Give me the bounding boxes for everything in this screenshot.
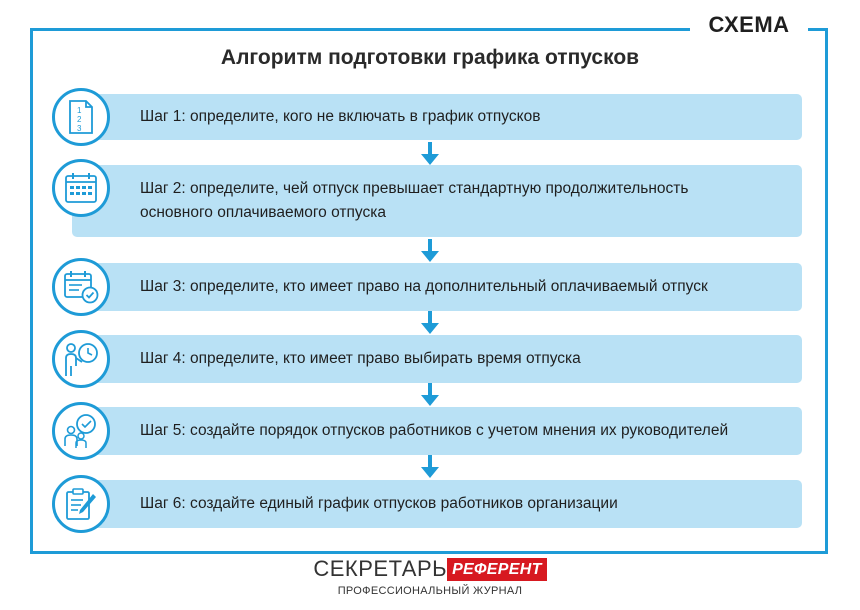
publisher-logo: [0, 556, 860, 582]
step-1-text: Шаг 1: определите, кого не включать в график отпусков: [140, 108, 541, 125]
people-clock-icon: [52, 402, 110, 460]
step-6-text: Шаг 6: создайте единый график отпусков работников организации: [140, 495, 618, 512]
step-5-bar: [72, 407, 802, 455]
svg-text:2: 2: [77, 115, 82, 124]
arrow-down-icon: [420, 311, 440, 335]
step-3-text: Шаг 3: определите, кто имеет право на дополнительный оплачиваемый отпуск: [140, 278, 708, 295]
svg-text:1: 1: [77, 106, 82, 115]
document-pencil-icon: [52, 475, 110, 533]
step-2-text-line-2: основного оплачиваемого отпуска: [140, 204, 386, 221]
step-6-bar: [72, 480, 802, 528]
step-1-bar: [72, 94, 802, 140]
step-2-text-line-1: Шаг 2: определите, чей отпуск превышает стандартную продолжительность: [140, 180, 689, 197]
person-clock-icon: [52, 330, 110, 388]
step-2-bar: [72, 165, 802, 237]
step-3-bar: [72, 263, 802, 311]
arrow-down-icon: [420, 455, 440, 479]
calendar-icon: [52, 159, 110, 217]
numbered-list-icon: [52, 88, 110, 146]
scheme-tag: СХЕМА: [708, 12, 790, 37]
diagram-title: Алгоритм подготовки графика отпусков: [220, 46, 640, 69]
arrow-down-icon: [420, 383, 440, 407]
step-4-text: Шаг 4: определите, кто имеет право выбирать время отпуска: [140, 350, 581, 367]
logo-word-secretary: СЕКРЕТАРЬ: [313, 556, 448, 581]
step-5-text: Шаг 5: создайте порядок отпусков работников с учетом мнения их руководителей: [140, 422, 729, 439]
calendar-check-icon: [52, 258, 110, 316]
arrow-down-icon: [420, 142, 440, 166]
svg-text:3: 3: [77, 124, 82, 133]
step-4-bar: [72, 335, 802, 383]
logo-word-referent: РЕФЕРЕНТ: [447, 558, 547, 581]
logo-subtitle: ПРОФЕССИОНАЛЬНЫЙ ЖУРНАЛ: [337, 585, 523, 597]
arrow-down-icon: [420, 239, 440, 263]
